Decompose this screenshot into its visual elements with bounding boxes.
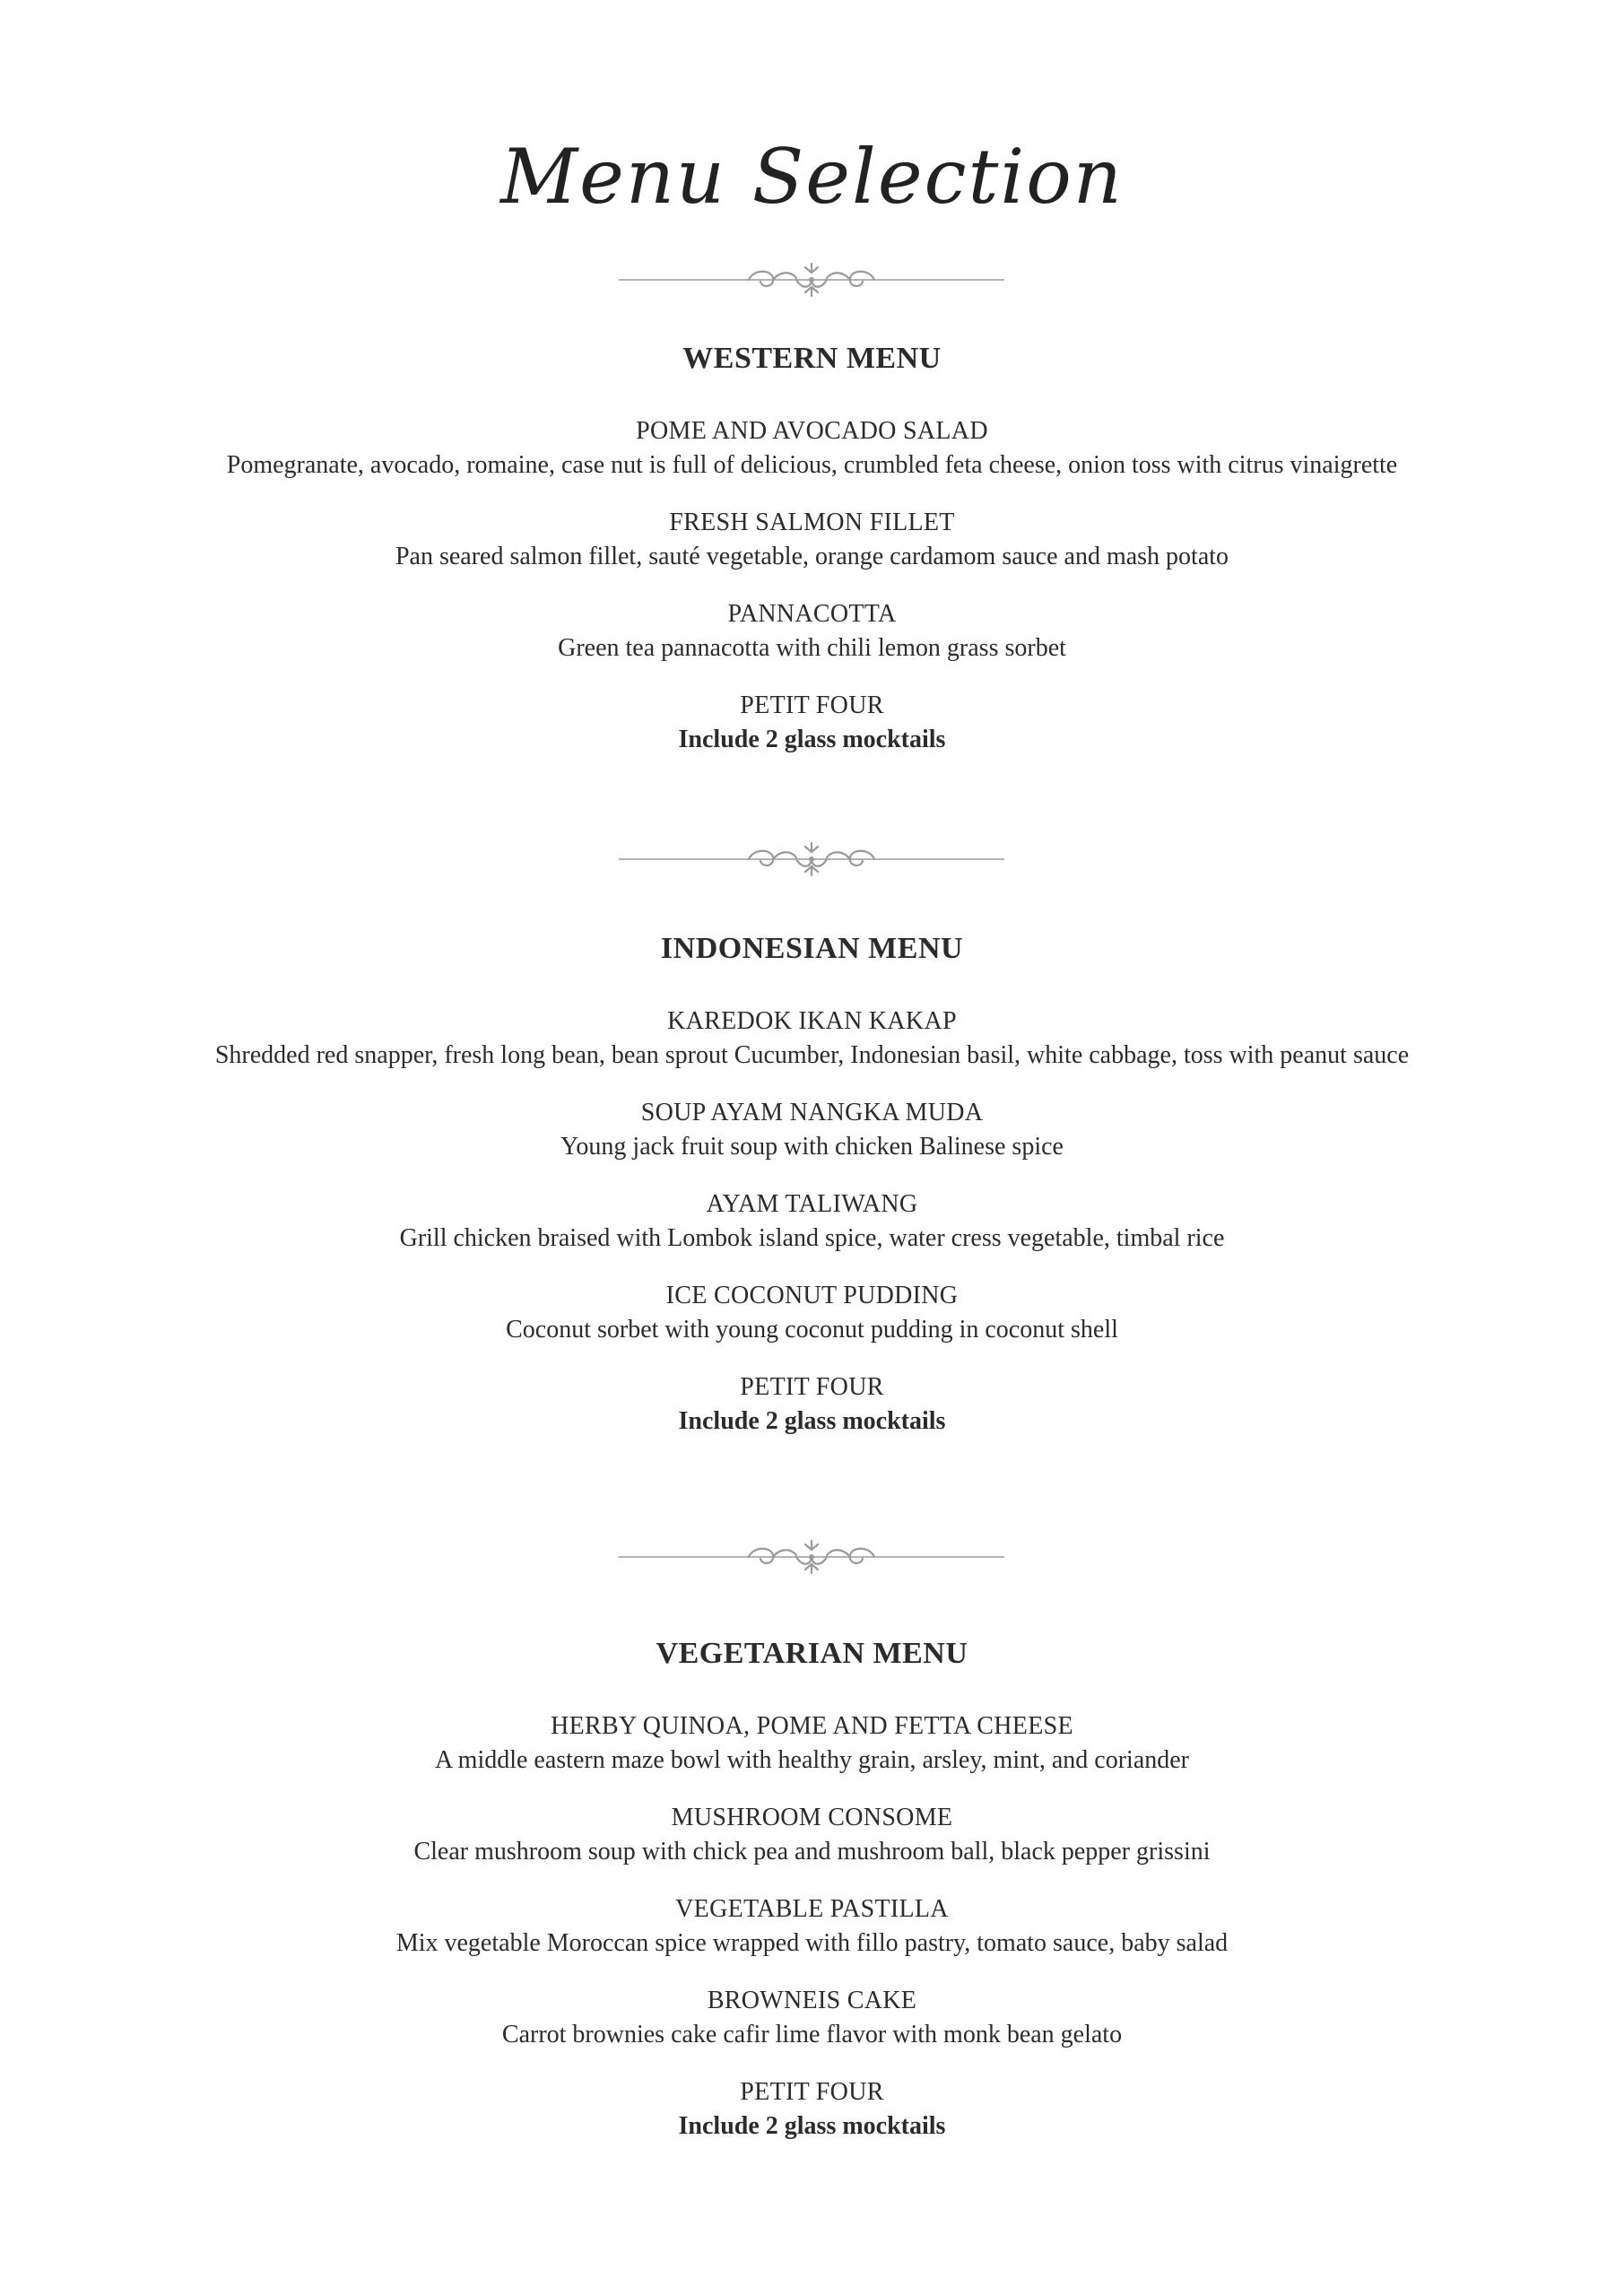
item-description: Clear mushroom soup with chick pea and mushroom ball, black pepper grissini — [413, 1838, 1211, 1866]
section-western-menu — [0, 334, 1624, 757]
section-indonesian-menu — [0, 924, 1624, 1439]
item-name: VEGETABLE PASTILLA — [675, 1895, 949, 1923]
page-title: Menu Selection — [500, 133, 1124, 221]
item-name: ICE COCONUT PUDDING — [665, 1282, 959, 1309]
menu-item — [0, 689, 1624, 757]
item-name: PETIT FOUR — [740, 691, 884, 719]
item-description: Grill chicken braised with Lombok island spice, water cress vegetable, timbal rice — [399, 1224, 1225, 1252]
menu-item — [0, 1004, 1624, 1073]
item-description: Include 2 glass mocktails — [678, 1407, 946, 1435]
menu-item — [0, 1279, 1624, 1347]
section-vegetarian-menu — [0, 1629, 1624, 2144]
item-description: Green tea pannacotta with chili lemon grass sorbet — [558, 634, 1066, 662]
ornament-flourish-icon — [619, 832, 1004, 886]
section-heading: WESTERN MENU — [682, 342, 942, 375]
item-description: Include 2 glass mocktails — [678, 2112, 946, 2140]
ornament-flourish-icon — [619, 253, 1004, 307]
menu-item — [0, 1892, 1624, 1961]
section-heading: VEGETARIAN MENU — [656, 1637, 968, 1670]
item-description: Pan seared salmon fillet, sauté vegetable, orange cardamom sauce and mash potato — [395, 543, 1229, 570]
item-name: BROWNEIS CAKE — [707, 1987, 917, 2014]
menu-item — [0, 1801, 1624, 1869]
item-description: Coconut sorbet with young coconut pudding in coconut shell — [506, 1316, 1118, 1344]
item-name: PETIT FOUR — [740, 2078, 884, 2106]
item-description: Include 2 glass mocktails — [678, 726, 946, 753]
item-name: AYAM TALIWANG — [706, 1190, 918, 1218]
item-name: SOUP AYAM NANGKA MUDA — [640, 1099, 984, 1126]
item-name: MUSHROOM CONSOME — [671, 1804, 953, 1831]
menu-item — [0, 1709, 1624, 1778]
ornament-flourish-icon — [619, 1530, 1004, 1584]
menu-item — [0, 2075, 1624, 2144]
item-name: POME AND AVOCADO SALAD — [636, 417, 988, 445]
item-name: FRESH SALMON FILLET — [669, 509, 955, 536]
item-name: HERBY QUINOA, POME AND FETTA CHEESE — [551, 1712, 1073, 1740]
item-description: Young jack fruit soup with chicken Balinese spice — [560, 1133, 1064, 1161]
item-name: PANNACOTTA — [727, 600, 897, 628]
section-heading: INDONESIAN MENU — [660, 932, 964, 965]
menu-item — [0, 1096, 1624, 1164]
menu-item — [0, 1370, 1624, 1439]
menu-item — [0, 597, 1624, 665]
menu-item — [0, 1187, 1624, 1256]
item-name: PETIT FOUR — [740, 1373, 884, 1401]
menu-item — [0, 1984, 1624, 2052]
menu-item — [0, 506, 1624, 574]
menu-item — [0, 414, 1624, 483]
item-description: Carrot brownies cake cafir lime flavor with monk bean gelato — [501, 2021, 1123, 2048]
item-description: Mix vegetable Moroccan spice wrapped with fillo pastry, tomato sauce, baby salad — [395, 1929, 1229, 1957]
item-description: Pomegranate, avocado, romaine, case nut is full of delicious, crumbled feta cheese, onion toss with citrus vinaigrette — [226, 451, 1398, 479]
item-description: A middle eastern maze bowl with healthy grain, arsley, mint, and coriander — [434, 1746, 1190, 1774]
item-name: KAREDOK IKAN KAKAP — [667, 1007, 957, 1035]
item-description: Shredded red snapper, fresh long bean, bean sprout Cucumber, Indonesian basil, white cabbage, toss with peanut sauce — [214, 1041, 1410, 1069]
